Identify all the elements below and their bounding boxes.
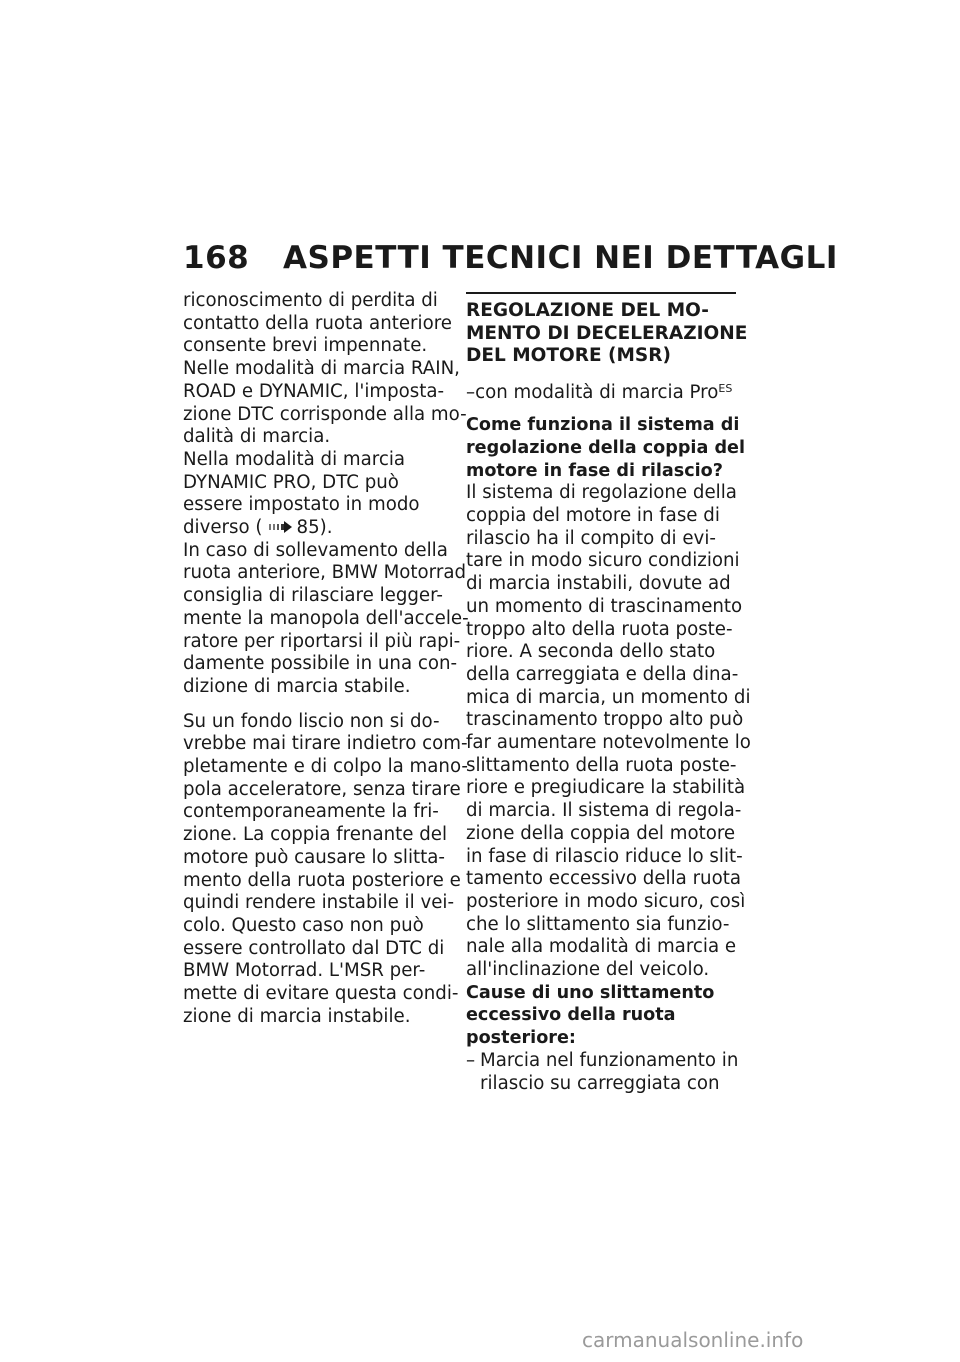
text-line: trascinamento troppo alto può [466, 709, 744, 731]
text-line: Il sistema di regolazione della [466, 482, 737, 504]
option-superscript: ES [718, 381, 733, 395]
causes-heading-line: eccessivo della ruota [466, 1005, 676, 1026]
text-line: riore. A seconda dello stato [466, 641, 716, 663]
text-line: mento della ruota posteriore e [183, 869, 461, 891]
text-line: motore può causare lo slitta- [183, 846, 445, 868]
text-line: zione. La coppia frenante del [183, 824, 448, 846]
answer-paragraph [466, 482, 751, 981]
option-note [466, 378, 741, 405]
text-line: tare in modo sicuro condizioni [466, 550, 740, 572]
page-reference-arrow-icon [269, 518, 293, 532]
text-line: damente possibile in una con- [183, 653, 458, 675]
text-line-with-reference [183, 517, 453, 540]
question-heading-line: motore in fase di rilascio? [466, 460, 723, 481]
text-line: rilascio ha il compito di evi- [466, 527, 716, 549]
text-line: vrebbe mai tirare indietro com- [183, 733, 468, 755]
text-line: in fase di rilascio riduce lo slit- [466, 845, 743, 867]
text-line: della carreggiata e della dina- [466, 663, 739, 685]
text-line: all'inclinazione del veicolo. [466, 959, 710, 981]
text-line: un momento di trascinamento [466, 595, 743, 617]
page-header [183, 240, 838, 284]
bullet-dash: – [466, 1049, 476, 1071]
text-line: consiglia di rilasciare legger- [183, 585, 443, 607]
text-line: quindi rendere instabile il vei- [183, 892, 455, 914]
text-line: tamento eccessivo della ruota [466, 868, 741, 890]
causes-heading-line: posteriore: [466, 1028, 576, 1049]
text-line: pletamente e di colpo la mano- [183, 756, 468, 778]
page-number: 168 [183, 240, 250, 276]
question-heading-line: Come funziona il sistema di [466, 415, 740, 436]
text-line: pola acceleratore, senza tirare [183, 778, 461, 800]
text-line: posteriore in modo sicuro, così [466, 890, 746, 912]
left-column [183, 290, 469, 1029]
paragraph-4 [183, 539, 469, 699]
text-line: che lo slittamento sia funzio- [466, 913, 730, 935]
text-line: coppia del motore in fase di [466, 505, 720, 527]
section-divider [466, 292, 736, 294]
text-line: zione della coppia del motore [466, 822, 736, 844]
paragraph-1 [183, 290, 453, 358]
text-line: Nelle modalità di marcia RAIN, [183, 358, 460, 380]
text-line: ruota anteriore, BMW Motorrad [183, 562, 467, 584]
section-title-line: MENTO DI DECELERAZIONE [466, 322, 748, 344]
text-line: Su un fondo liscio non si do- [183, 710, 440, 732]
text-line: riconoscimento di perdita di [183, 290, 438, 311]
text-line: ratore per riportarsi il più rapi- [183, 630, 461, 652]
text-fragment: diverso ( [183, 517, 263, 539]
text-line: contatto della ruota anteriore [183, 312, 452, 334]
text-line: riore e pregiudicare la stabilità [466, 777, 746, 799]
bullet-item [466, 1050, 741, 1095]
text-line: colo. Questo caso non può [183, 914, 424, 936]
text-line: far aumentare notevolmente lo [466, 732, 751, 754]
text-line: slittamento della ruota poste- [466, 754, 737, 776]
text-line: DYNAMIC PRO, DTC può [183, 471, 399, 493]
text-line: contemporaneamente la fri- [183, 801, 439, 823]
text-line: Nella modalità di marcia [183, 448, 406, 470]
text-line: BMW Motorrad. L'MSR per- [183, 960, 426, 982]
question-heading-line: regolazione della coppia del [466, 437, 746, 458]
chapter-title: ASPETTI TECNICI NEI DETTAGLI [283, 240, 838, 276]
page-reference[interactable]: 85). [296, 517, 333, 539]
text-line: nale alla modalità di marcia e [466, 936, 737, 958]
text-line: troppo alto della ruota poste- [466, 618, 733, 640]
option-text: –con modalità di marcia Pro [466, 381, 719, 403]
text-line: zione di marcia instabile. [183, 1005, 411, 1027]
text-line: mette di evitare questa condi- [183, 983, 459, 1005]
text-line: dizione di marcia stabile. [183, 675, 411, 697]
watermark: carmanualsonline.info [582, 1328, 804, 1352]
text-line: essere controllato dal DTC di [183, 937, 445, 959]
text-line: essere impostato in modo [183, 494, 420, 516]
paragraph-3 [183, 449, 453, 540]
text-line: ROAD e DYNAMIC, l'imposta- [183, 380, 445, 402]
text-line: mica di marcia, un momento di [466, 686, 751, 708]
bullet-text: rilascio su carreggiata con [480, 1072, 720, 1094]
text-line: In caso di sollevamento della [183, 539, 448, 561]
right-column [466, 290, 751, 1095]
paragraph-2 [183, 358, 467, 449]
paragraph-5 [183, 710, 468, 1029]
text-line: dalità di marcia. [183, 426, 331, 448]
text-line: mente la manopola dell'accele- [183, 607, 469, 629]
text-line: zione DTC corrisponde alla mo- [183, 403, 467, 425]
causes-heading [466, 982, 741, 1050]
bullet-text: Marcia nel funzionamento in [480, 1049, 739, 1071]
question-heading [466, 414, 746, 482]
causes-heading-line: Cause di uno slittamento [466, 982, 715, 1003]
section-title-line: REGOLAZIONE DEL MO- [466, 300, 709, 321]
text-line: di marcia instabili, dovute ad [466, 573, 731, 595]
text-line: consente brevi impennate. [183, 335, 428, 357]
text-line: di marcia. Il sistema di regola- [466, 800, 742, 822]
section-title-line: DEL MOTORE (MSR) [466, 345, 671, 366]
section-title [466, 300, 748, 368]
